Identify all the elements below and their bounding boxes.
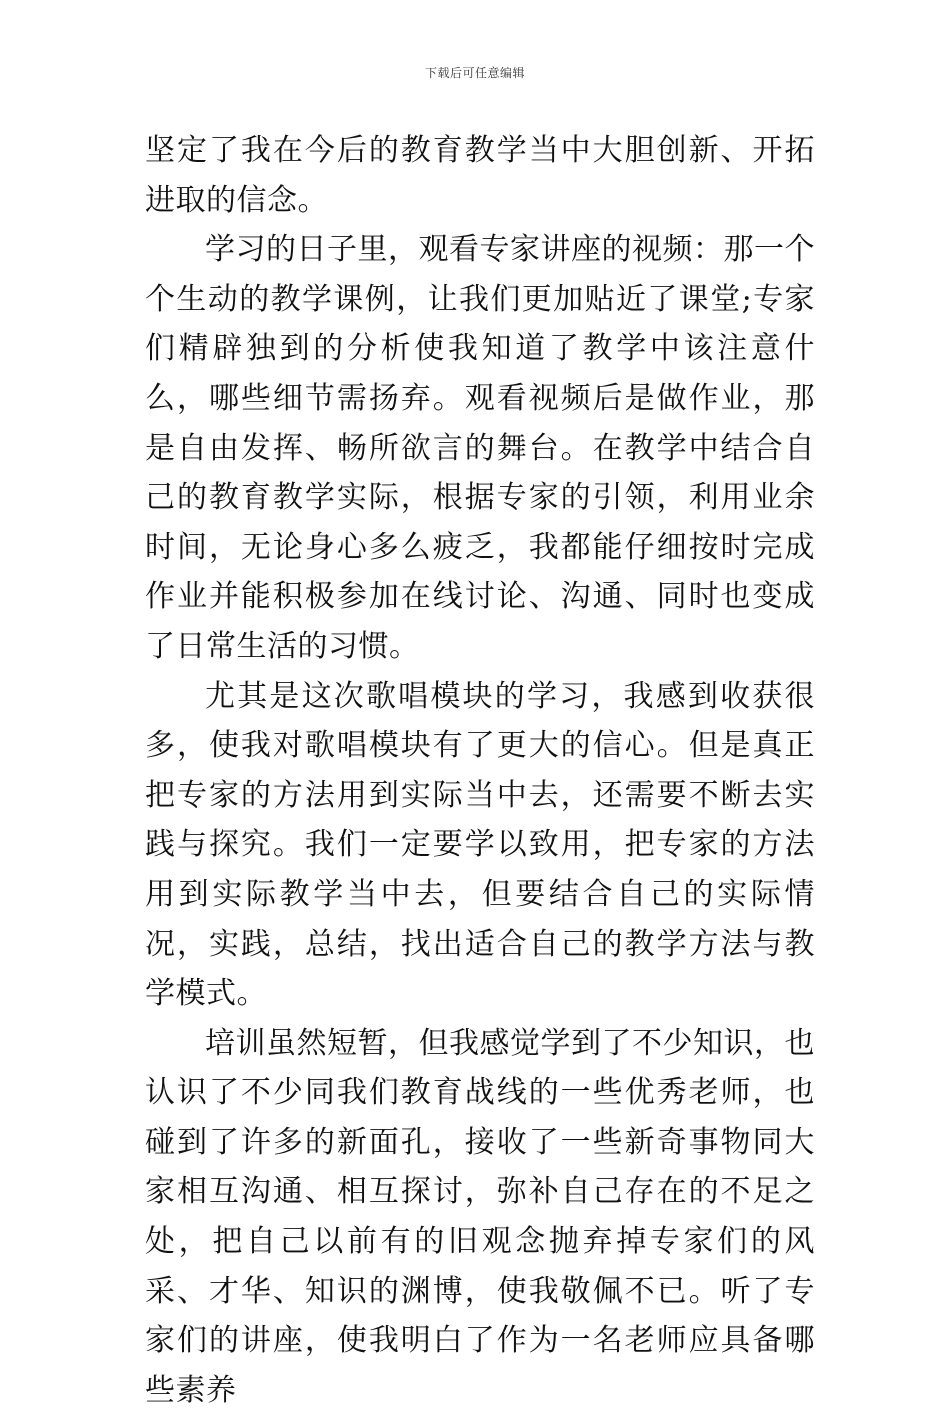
document-body	[145, 126, 815, 1415]
page-header: 下载后可任意编辑	[424, 66, 525, 80]
paragraph-3: 尤其是这次歌唱模块的学习，我感到收获很多，使我对歌唱模块有了更大的信心。但是真正把专家的方法用到实际当中去，还需要不断去实践与探究。我们一定要学以致用，把专家的方法用到实际教学当中去，但要结合自己的实际情况，实践，总结，找出适合自己的教学方法与教学模式。	[145, 678, 815, 1012]
paragraph-1: 坚定了我在今后的教育教学当中大胆创新、开拓进取的信念。	[145, 133, 815, 218]
paragraph-4: 培训虽然短暂，但我感觉学到了不少知识，也认识了不少同我们教育战线的一些优秀老师，也碰到了许多的新面孔，接收了一些新奇事物同大家相互沟通、相互探讨，弥补自己存在的不足之处，把自己以前有的旧观念抛弃掉专家们的风采、才华、知识的渊博，使我敬佩不已。听了专家们的讲座，使我明白了作为一名老师应具备哪些素养	[145, 1025, 815, 1408]
paragraph-2: 学习的日子里，观看专家讲座的视频：那一个个生动的教学课例，让我们更加贴近了课堂;专家们精辟独到的分析使我知道了教学中该注意什么，哪些细节需扬弃。观看视频后是做作业，那是自由发挥、畅所欲言的舞台。在教学中结合自己的教育教学实际，根据专家的引领，利用业余时间，无论身心多么疲乏，我都能仔细按时完成作业并能积极参加在线讨论、沟通、同时也变成了日常生活的习惯。	[145, 232, 815, 664]
